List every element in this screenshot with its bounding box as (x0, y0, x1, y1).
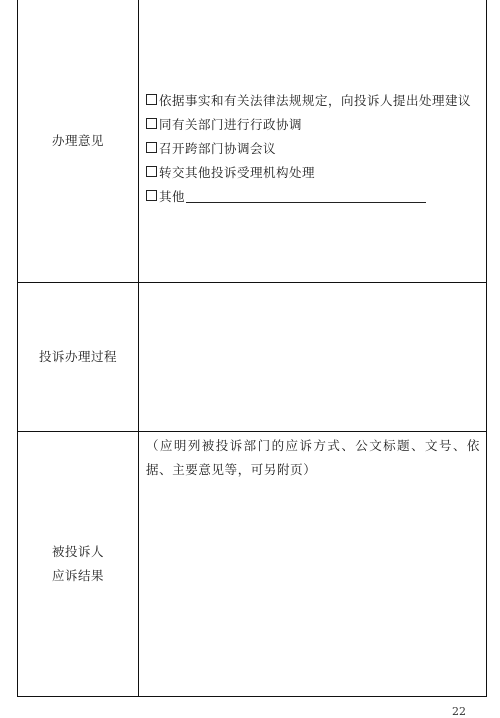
option-other-fill-line[interactable] (186, 188, 426, 203)
result-content-cell[interactable] (139, 432, 487, 697)
page-number: 22 (452, 705, 466, 718)
result-label-line2: 应诉结果 (51, 568, 104, 583)
process-row (18, 283, 487, 432)
process-label: 投诉办理过程 (18, 283, 139, 432)
result-label (18, 432, 139, 697)
option-other-label: 其他 (159, 188, 186, 204)
opinion-options-cell (139, 0, 487, 283)
option-transfer (146, 160, 480, 184)
option-coordination-label: 同有关部门进行行政协调 (159, 116, 303, 132)
complaint-form-table (17, 0, 487, 697)
option-coordination-checkbox[interactable] (146, 118, 157, 129)
result-row (18, 432, 487, 697)
option-suggestion-checkbox[interactable] (146, 94, 157, 105)
option-transfer-checkbox[interactable] (146, 166, 157, 177)
opinion-label: 办理意见 (18, 0, 139, 283)
option-suggestion (146, 88, 480, 112)
option-transfer-label: 转交其他投诉受理机构处理 (159, 164, 316, 180)
result-label-line1: 被投诉人 (51, 544, 104, 559)
option-coordination (146, 112, 480, 136)
option-suggestion-label: 依据事实和有关法律法规规定，向投诉人提出处理建议 (159, 92, 472, 108)
opinion-row (18, 0, 487, 283)
option-other-checkbox[interactable] (146, 190, 157, 201)
process-content-cell[interactable] (139, 283, 487, 432)
result-note: （应明列被投诉部门的应诉方式、公文标题、文号、依据、主要意见等，可另附页） (146, 438, 480, 477)
option-meeting-checkbox[interactable] (146, 142, 157, 153)
option-meeting (146, 136, 480, 160)
option-meeting-label: 召开跨部门协调会议 (159, 140, 277, 156)
opinion-options (139, 88, 486, 208)
option-other (146, 184, 480, 208)
